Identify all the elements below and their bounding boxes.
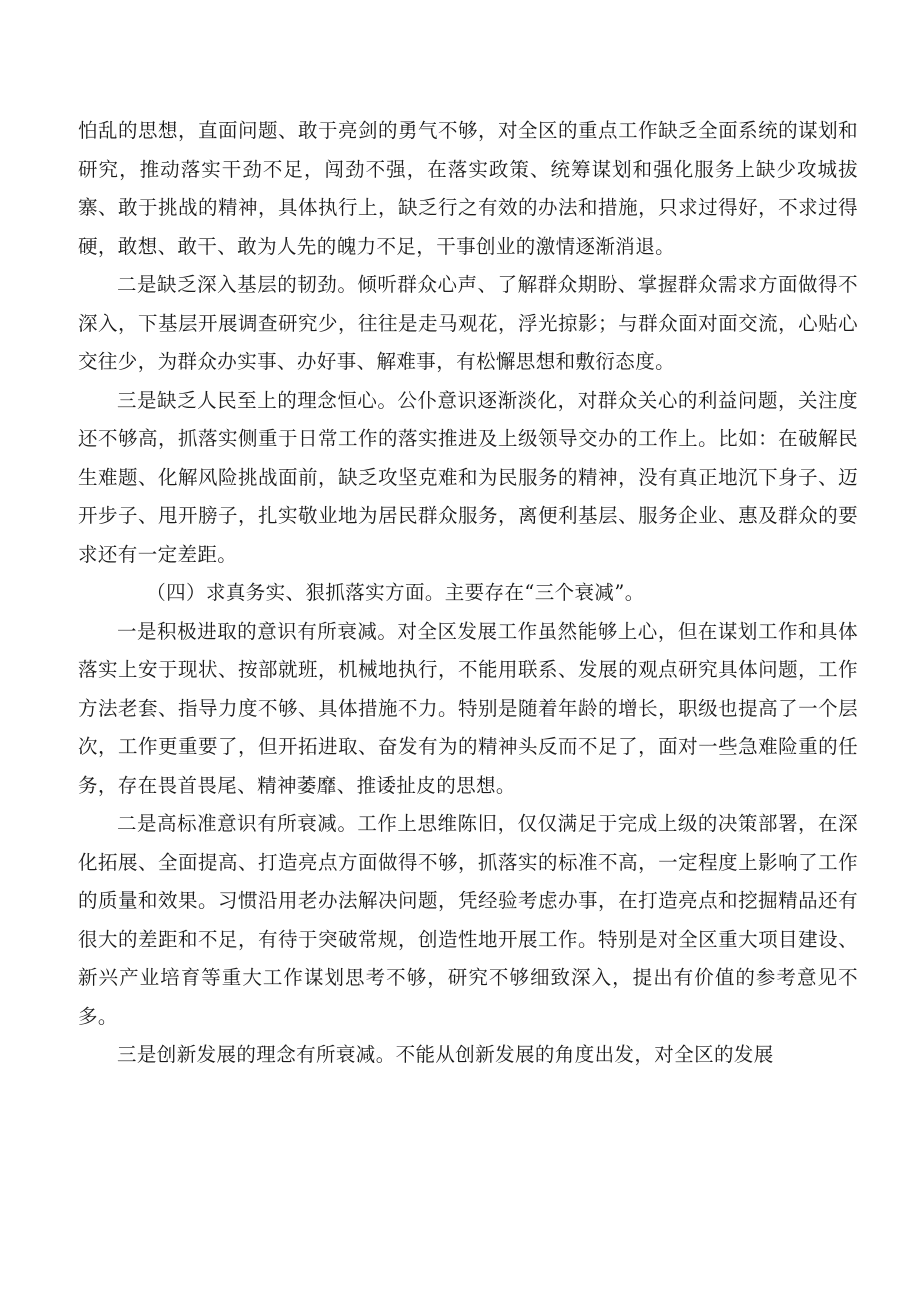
paragraph-point-three-innovation: 三是创新发展的理念有所衰减。不能从创新发展的角度出发，对全区的发展	[117, 1043, 774, 1066]
document-body	[78, 112, 858, 1075]
paragraph-point-two-grassroots: 二是缺乏深入基层的韧劲。倾听群众心声、了解群众期盼、掌握群众需求方面做得不深入，下基层开展调查研究少，往往是走马观花，浮光掠影；与群众面对面交流，心贴心交往少，为群众办实事、办好事、解难事，有松懈思想和敷衍态度。	[78, 273, 858, 373]
paragraph-point-one-initiative: 一是积极进取的意识有所衰减。对全区发展工作虽然能够上心，但在谋划工作和具体落实上安于现状、按部就班，机械地执行，不能用联系、发展的观点研究具体问题，工作方法老套、指导力度不够、具体措施不力。特别是随着年龄的增长，职级也提高了一个层次，工作更重要了，但开拓进取、奋发有为的精神头反而不足了，面对一些急难险重的任务，存在畏首畏尾、精神萎靡、推诿扯皮的思想。	[78, 619, 858, 797]
paragraph-point-two-standards: 二是高标准意识有所衰减。工作上思维陈旧，仅仅满足于完成上级的决策部署，在深化拓展、全面提高、打造亮点方面做得不够，抓落实的标准不高，一定程度上影响了工作的质量和效果。习惯沿用老办法解决问题，凭经验考虑办事，在打造亮点和挖掘精品还有很大的差距和不足，有待于突破常规，创造性地开展工作。特别是对全区重大项目建设、新兴产业培育等重大工作谋划思考不够，研究不够细致深入，提出有价值的参考意见不多。	[78, 812, 858, 1028]
paragraph-point-three-people-first: 三是缺乏人民至上的理念恒心。公仆意识逐渐淡化，对群众关心的利益问题，关注度还不够高，抓落实侧重于日常工作的落实推进及上级领导交办的工作上。比如：在破解民生难题、化解风险挑战面前，缺乏攻坚克难和为民服务的精神，没有真正地沉下身子、迈开步子、甩开膀子，扎实敬业地为居民群众服务，离便利基层、服务企业、惠及群众的要求还有一定差距。	[78, 388, 858, 566]
paragraph-continuation: 怕乱的思想，直面问题、敢于亮剑的勇气不够，对全区的重点工作缺乏全面系统的谋划和研究，推动落实干劲不足，闯劲不强，在落实政策、统筹谋划和强化服务上缺少攻城拔寨、敢于挑战的精神，具体执行上，缺乏行之有效的办法和措施，只求过得好，不求过得硬，敢想、敢干、敢为人先的魄力不足，干事创业的激情逐渐消退。	[78, 119, 858, 258]
section-heading-four: （四）求真务实、狠抓落实方面。主要存在“三个衰减”。	[146, 581, 645, 604]
